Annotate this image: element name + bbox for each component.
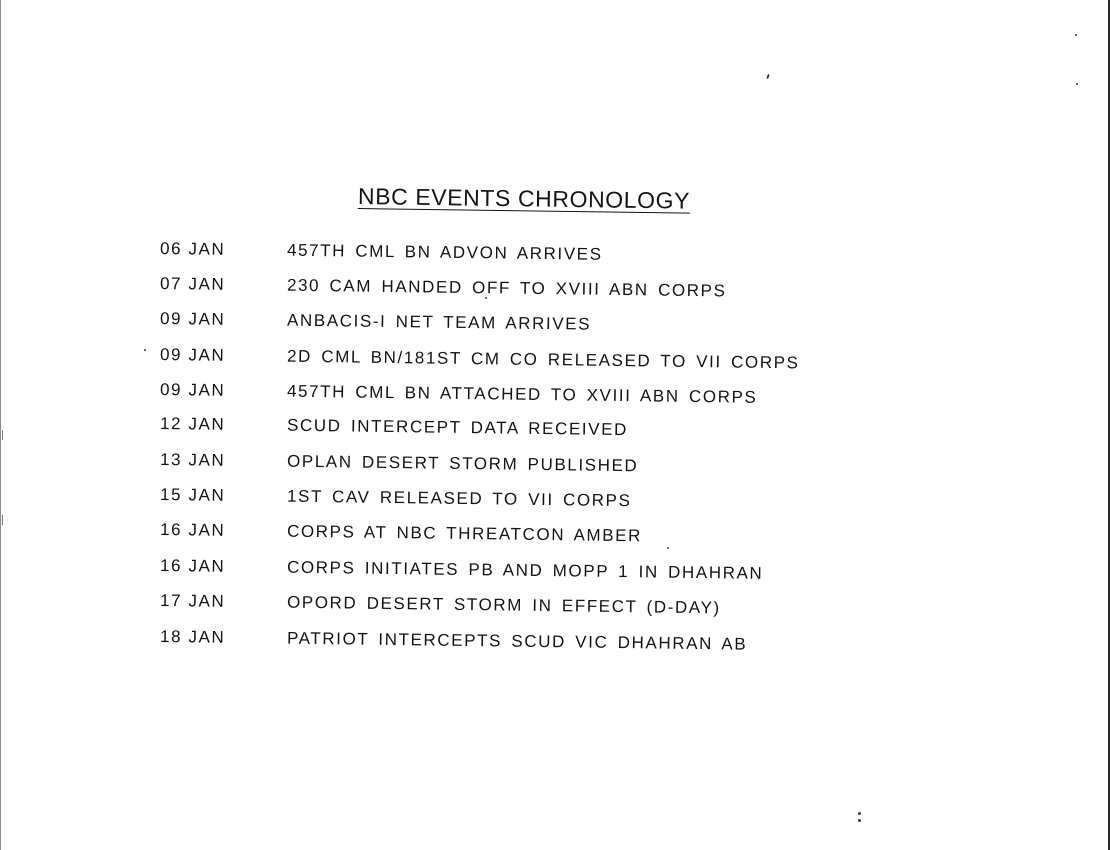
event-date: 09 JAN — [159, 345, 226, 365]
page-title: NBC EVENTS CHRONOLOGY — [357, 183, 691, 214]
chronology-row — [0, 554, 1110, 593]
event-date: 09 JAN — [159, 380, 226, 400]
event-description: SCUD INTERCEPT DATA RECEIVED — [286, 415, 629, 440]
event-date: 06 JAN — [159, 239, 226, 259]
event-description: 2D CML BN/181ST CM CO RELEASED TO VII CORPS — [286, 346, 800, 373]
event-description: PATRIOT INTERCEPTS SCUD VIC DHAHRAN AB — [286, 628, 748, 654]
event-date: 17 JAN — [159, 591, 226, 611]
event-description: CORPS INITIATES PB AND MOPP 1 IN DHAHRAN — [286, 557, 764, 583]
chronology-row — [0, 272, 1110, 311]
event-date: 07 JAN — [159, 274, 226, 294]
event-date: 18 JAN — [159, 627, 226, 647]
event-description: 457TH CML BN ADVON ARRIVES — [286, 240, 603, 264]
event-description: OPORD DESERT STORM IN EFFECT (D-DAY) — [286, 592, 721, 618]
event-description: 457TH CML BN ATTACHED TO XVIII ABN CORPS — [286, 381, 758, 407]
chronology-row — [0, 343, 1110, 382]
chronology-row — [0, 483, 1110, 522]
chronology-row — [0, 307, 1110, 346]
event-date: 13 JAN — [159, 450, 226, 470]
event-description: 1ST CAV RELEASED TO VII CORPS — [286, 486, 632, 511]
chronology-row — [0, 448, 1110, 487]
event-description: OPLAN DESERT STORM PUBLISHED — [286, 451, 639, 476]
event-description: ANBACIS-I NET TEAM ARRIVES — [286, 310, 592, 334]
chronology-row — [0, 237, 1110, 276]
event-date: 09 JAN — [159, 309, 226, 329]
chronology-row — [0, 625, 1110, 664]
chronology-row — [0, 589, 1110, 628]
chronology-row — [0, 412, 1110, 451]
event-date: 15 JAN — [159, 485, 226, 505]
chronology-row — [0, 518, 1110, 557]
chronology-row — [0, 378, 1110, 417]
event-date: 12 JAN — [159, 414, 226, 434]
event-date: 16 JAN — [159, 520, 226, 540]
event-description: CORPS AT NBC THREATCON AMBER — [286, 521, 643, 546]
event-description: 230 CAM HANDED OFF TO XVIII ABN CORPS — [286, 275, 727, 301]
event-date: 16 JAN — [159, 556, 226, 576]
